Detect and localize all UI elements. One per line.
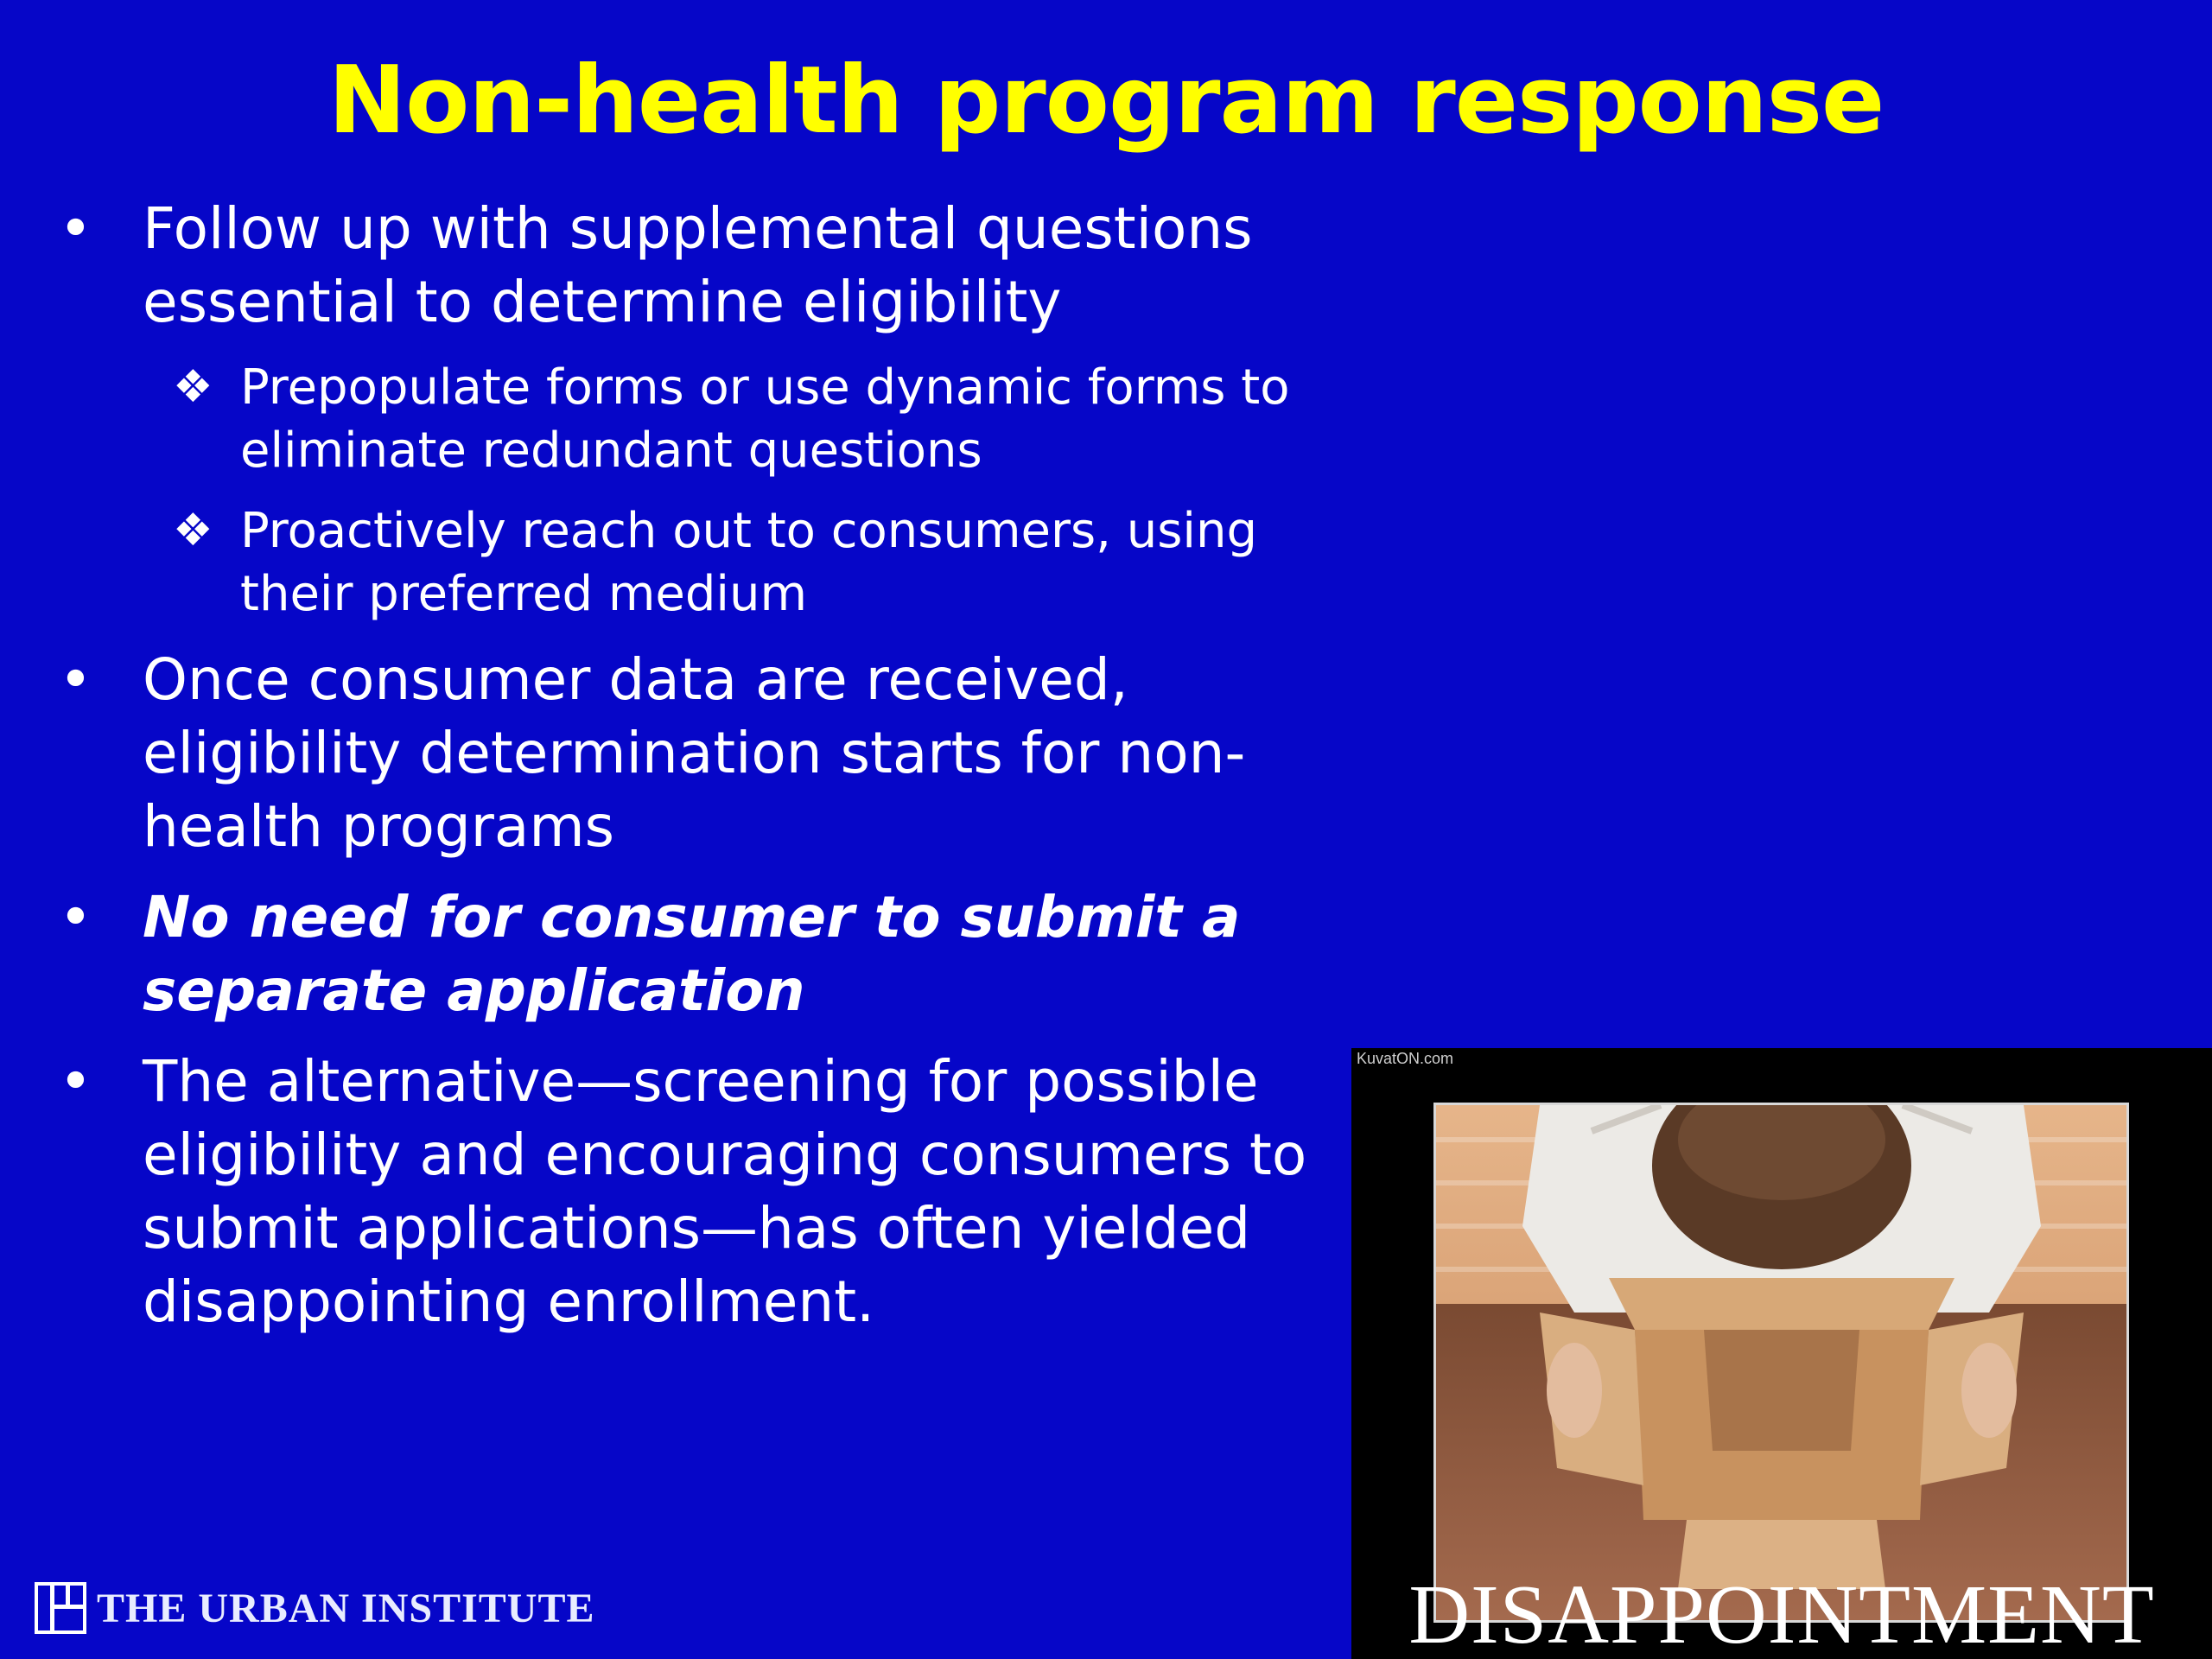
bullet-icon: • (59, 884, 92, 950)
diamond-bullet-icon: ❖ (173, 361, 213, 413)
bullet-text: The alternative—screening for possible eligibility and encouraging consumers to submit applications—has often yielded disappointing enrollment. (143, 1048, 1307, 1335)
diamond-bullet-icon: ❖ (173, 505, 213, 556)
poster-caption: DISAPPOINTMENT (1408, 1568, 2155, 1659)
subbullet-item (0, 499, 1348, 626)
photo-frame (1433, 1103, 2129, 1623)
bullet-icon: • (59, 646, 92, 713)
subbullet-text: Proactively reach out to consumers, using their preferred medium (240, 503, 1258, 622)
disappointment-poster-image (1351, 1048, 2212, 1659)
bullet-text: Once consumer data are received, eligibility determination starts for non-health programs (143, 646, 1246, 860)
bullet-icon: • (59, 195, 92, 262)
slide-title: Non-health program response (327, 47, 1885, 155)
bullet-item (0, 1045, 1348, 1338)
bullet-icon: • (59, 1048, 92, 1115)
org-name: THE URBAN INSTITUTE (97, 1585, 595, 1631)
bullet-text: Follow up with supplemental questions essential to determine eligibility (143, 195, 1253, 335)
bullet-item (0, 643, 1348, 863)
image-watermark: KuvatON.com (1357, 1050, 1454, 1067)
bullet-item (0, 880, 1348, 1027)
subbullet-item (0, 356, 1348, 482)
bullet-list (0, 192, 1348, 1356)
bullet-text-emphasis: No need for consumer to submit a separate application (143, 884, 1241, 1024)
empty-box-photo (1436, 1105, 2126, 1620)
urban-institute-logo-icon (35, 1582, 86, 1634)
subbullet-text: Prepopulate forms or use dynamic forms to eliminate redundant questions (240, 359, 1290, 479)
bullet-item (0, 192, 1348, 339)
footer-logo (35, 1578, 594, 1638)
